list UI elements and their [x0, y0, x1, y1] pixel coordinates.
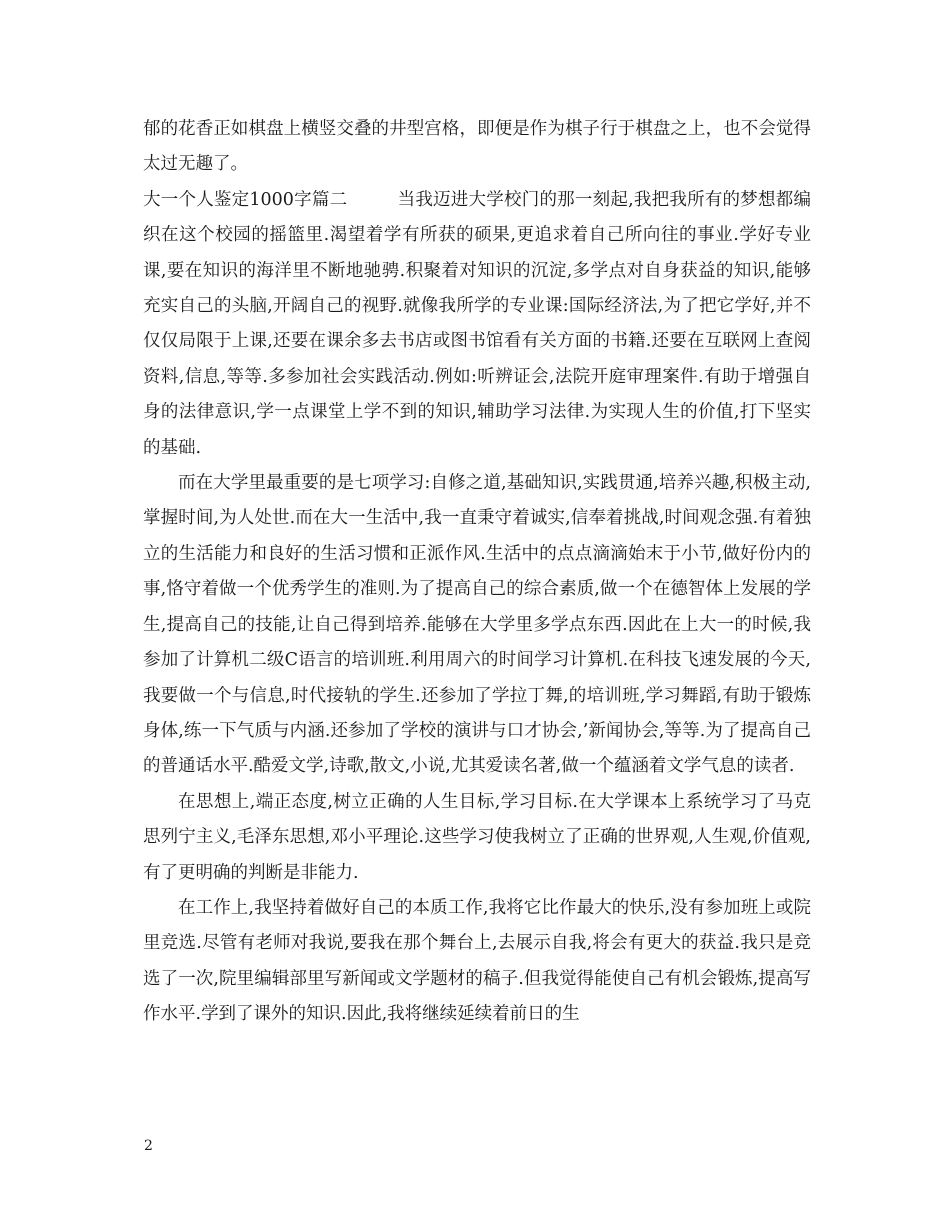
document-body — [143, 112, 811, 1033]
paragraph-thought: 在思想上,端正态度,树立正确的人生目标,学习目标.在大学课本上系统学习了马克思列宁主义,毛泽东思想,邓小平理论.这些学习使我树立了正确的世界观,人生观,价值观,有了更明确的判断是非能力. — [143, 791, 811, 883]
page-number: 2 — [144, 1138, 153, 1154]
paragraph-text: 当我迈进大学校门的那一刻起,我把我所有的梦想都编织在这个校园的摇篮里.渴望着学有所获的硕果,更追求着自己所向往的事业.学好专业课,要在知识的海洋里不断地驰骋.积聚着对知识的沉淀,多学点对自身获益的知识,能够充实自己的头脑,开阔自己的视野.就像我所学的专业课:国际经济法,为了把它学好,并不仅仅局限于上课,还要在课余多去书店或图书馆看有关方面的书籍.还要在互联网上查阅资料,信息,等等.多参加社会实践活动.例如:听辨证会,法院开庭审理案件.有助于增强自身的法律意识,学一点课堂上学不到的知识,辅助学习法律.为实现人生的价值,打下坚实的基础. — [143, 189, 811, 458]
paragraph-continuation: 郁的花香正如棋盘上横竖交叠的井型宫格，即便是作为棋子行于棋盘之上，也不会觉得太过无趣了。 — [143, 119, 811, 175]
paragraph-study: 而在大学里最重要的是七项学习:自修之道,基础知识,实践贯通,培养兴趣,积极主动,掌握时间,为人处世.而在大一生活中,我一直秉守着诚实,信奉着挑战,时间观念强.有着独立的生活能力和良好的生活习惯和正派作风.生活中的点点滴滴始末于小节,做好份内的事,恪守着做一个优秀学生的准则.为了提高自己的综合素质,做一个在德智体上发展的学生,提高自己的技能,让自己得到培养.能够在大学里多学点东西.因此在上大一的时候,我参加了计算机二级C语言的培训班.利用周六的时间学习计算机.在科技飞速发展的今天,我要做一个与信息,时代接轨的学生.还参加了学拉丁舞,的培训班,学习舞蹈,有助于锻炼身体,练一下气质与内涵.还参加了学校的演讲与口才协会,’新闻协会,等等.为了提高自己的普通话水平.酷爱文学,诗歌,散文,小说,尤其爱读名著,做一个蕴涵着文学气息的读者. — [143, 473, 811, 777]
section-title: 大一个人鉴定1000字篇二 — [143, 189, 348, 210]
paragraph-work: 在工作上,我坚持着做好自己的本质工作,我将它比作最大的快乐,没有参加班上或院里竞选.尽管有老师对我说,要我在那个舞台上,去展示自我,将会有更大的获益.我只是竞选了一次,院里编辑部里写新闻或文学题材的稿子.但我觉得能使自己有机会锻炼,提高写作水平.学到了课外的知识.因此,我将继续延续着前日的生 — [143, 897, 811, 1025]
section-paragraph — [143, 183, 811, 466]
